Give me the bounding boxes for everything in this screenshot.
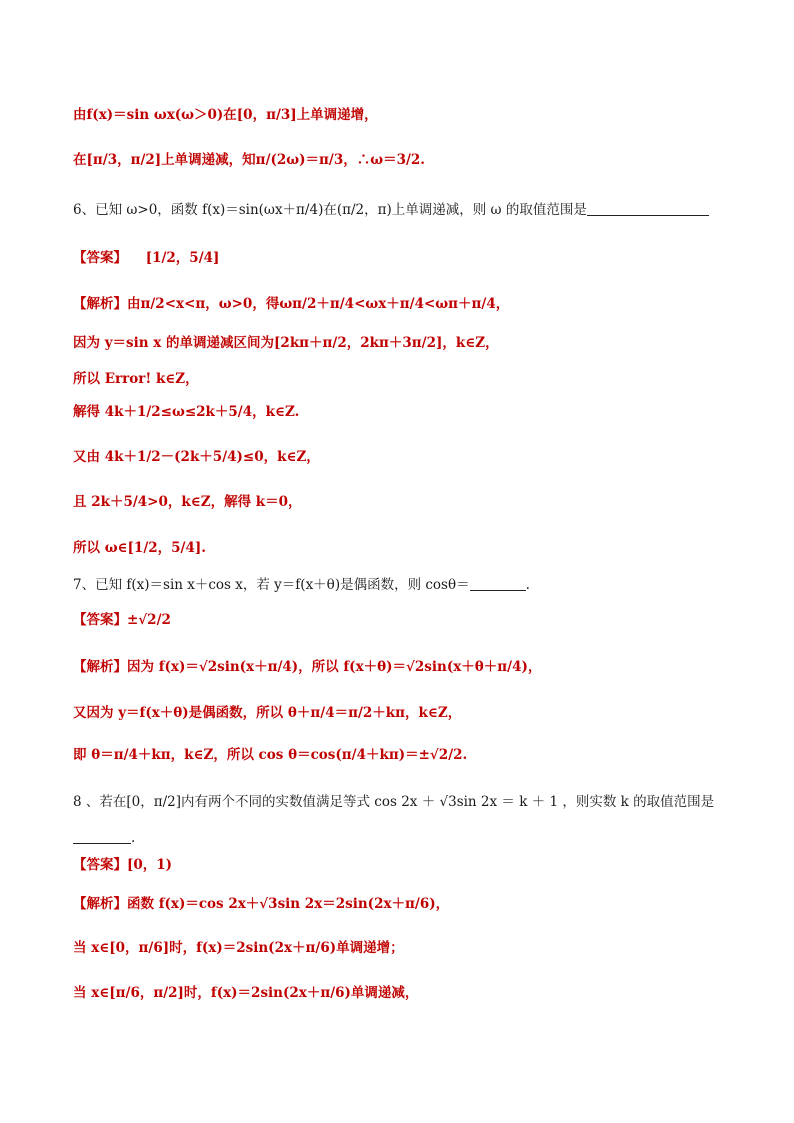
answer-blank xyxy=(73,829,131,844)
q7-analysis-text: 因为 f(x)＝√2sin(x＋π/4)，所以 f(x＋θ)＝√2sin(x＋θ＋π/4)， xyxy=(127,659,542,675)
q7-analysis-2: 又因为 y＝f(x＋θ)是偶函数，所以 θ＋π/4＝π/2＋kπ，k∈Z， xyxy=(73,705,462,721)
q8-analysis-text: 函数 f(x)＝cos 2x＋√3sin 2x＝2sin(2x＋π/6)， xyxy=(127,896,450,912)
answer-tag: 【答案】 xyxy=(73,250,127,266)
q7-analysis-3: 即 θ＝π/4＋kπ，k∈Z，所以 cos θ＝cos(π/4＋kπ)＝±√2/2. xyxy=(73,747,468,763)
q8-analysis-2: 当 x∈[0，π/6]时，f(x)＝2sin(2x＋π/6)单调递增； xyxy=(73,940,404,956)
q6-answer-value: [1/2，5/4] xyxy=(145,250,220,266)
q6-analysis-text: 由π/2<x<π，ω>0，得ωπ/2＋π/4<ωx＋π/4<ωπ＋π/4， xyxy=(127,296,510,312)
q7-analysis-1 xyxy=(73,657,541,677)
q6-analysis-4: 解得 4k＋1/2≤ω≤2k＋5/4，k∈Z. xyxy=(73,404,300,420)
question-8-period: . xyxy=(131,830,136,846)
q6-answer xyxy=(73,248,219,268)
q8-analysis-3: 当 x∈[π/6，π/2]时，f(x)＝2sin(2x＋π/6)单调递减， xyxy=(73,985,419,1001)
answer-blank xyxy=(470,576,526,591)
q7-answer xyxy=(73,610,171,630)
answer-tag: 【答案】 xyxy=(73,612,127,628)
question-7: 7、已知 f(x)＝sin x＋cos x，若 y＝f(x＋θ)是偶函数，则 cosθ＝ . xyxy=(73,577,530,593)
answer-tag: 【答案】 xyxy=(73,857,127,873)
analysis-tag: 【解析】 xyxy=(73,296,127,312)
q6-analysis-2: 因为 y＝sin x 的单调递减区间为[2kπ＋π/2，2kπ＋3π/2]，k∈Z， xyxy=(73,335,499,351)
question-6-text: 6、已知 ω>0，函数 f(x)＝sin(ωx＋π/4)在(π/2，π)上单调递减，则 ω 的取值范围是 xyxy=(73,202,587,218)
solution-line-2: 在[π/3，π/2]上单调递减，知π/(2ω)＝π/3，∴ω＝3/2. xyxy=(73,152,425,168)
analysis-tag: 【解析】 xyxy=(73,659,127,675)
analysis-tag: 【解析】 xyxy=(73,896,127,912)
q6-analysis-7: 所以 ω∈[1/2，5/4]. xyxy=(73,540,206,556)
question-8 xyxy=(73,792,714,812)
q8-answer xyxy=(73,855,172,875)
question-8-text: 8 、若在[0，π/2]内有两个不同的实数值满足等式 cos 2x ＋ √3sin 2x ＝ k ＋ 1 ，则实数 k 的取值范围是 xyxy=(73,794,715,810)
q8-analysis-1 xyxy=(73,894,449,914)
q6-analysis-5: 又由 4k＋1/2－(2k＋5/4)≤0，k∈Z， xyxy=(73,449,320,465)
answer-blank xyxy=(587,201,709,216)
q6-analysis-6: 且 2k＋5/4>0，k∈Z，解得 k＝0， xyxy=(73,494,302,510)
q7-answer-value: ±√2/2 xyxy=(127,612,171,628)
q6-analysis-3: 所以 Error! k∈Z， xyxy=(73,371,199,387)
question-6 xyxy=(73,200,709,220)
q8-answer-value: [0，1) xyxy=(127,857,173,873)
question-8-blank-line xyxy=(73,828,135,848)
question-7-text: 7、已知 f(x)＝sin x＋cos x，若 y＝f(x＋θ)是偶函数，则 cosθ＝ xyxy=(73,577,470,593)
q6-analysis-1 xyxy=(73,294,509,314)
solution-line-1: 由f(x)＝sin ωx(ω＞0)在[0，π/3]上单调递增， xyxy=(73,107,378,123)
